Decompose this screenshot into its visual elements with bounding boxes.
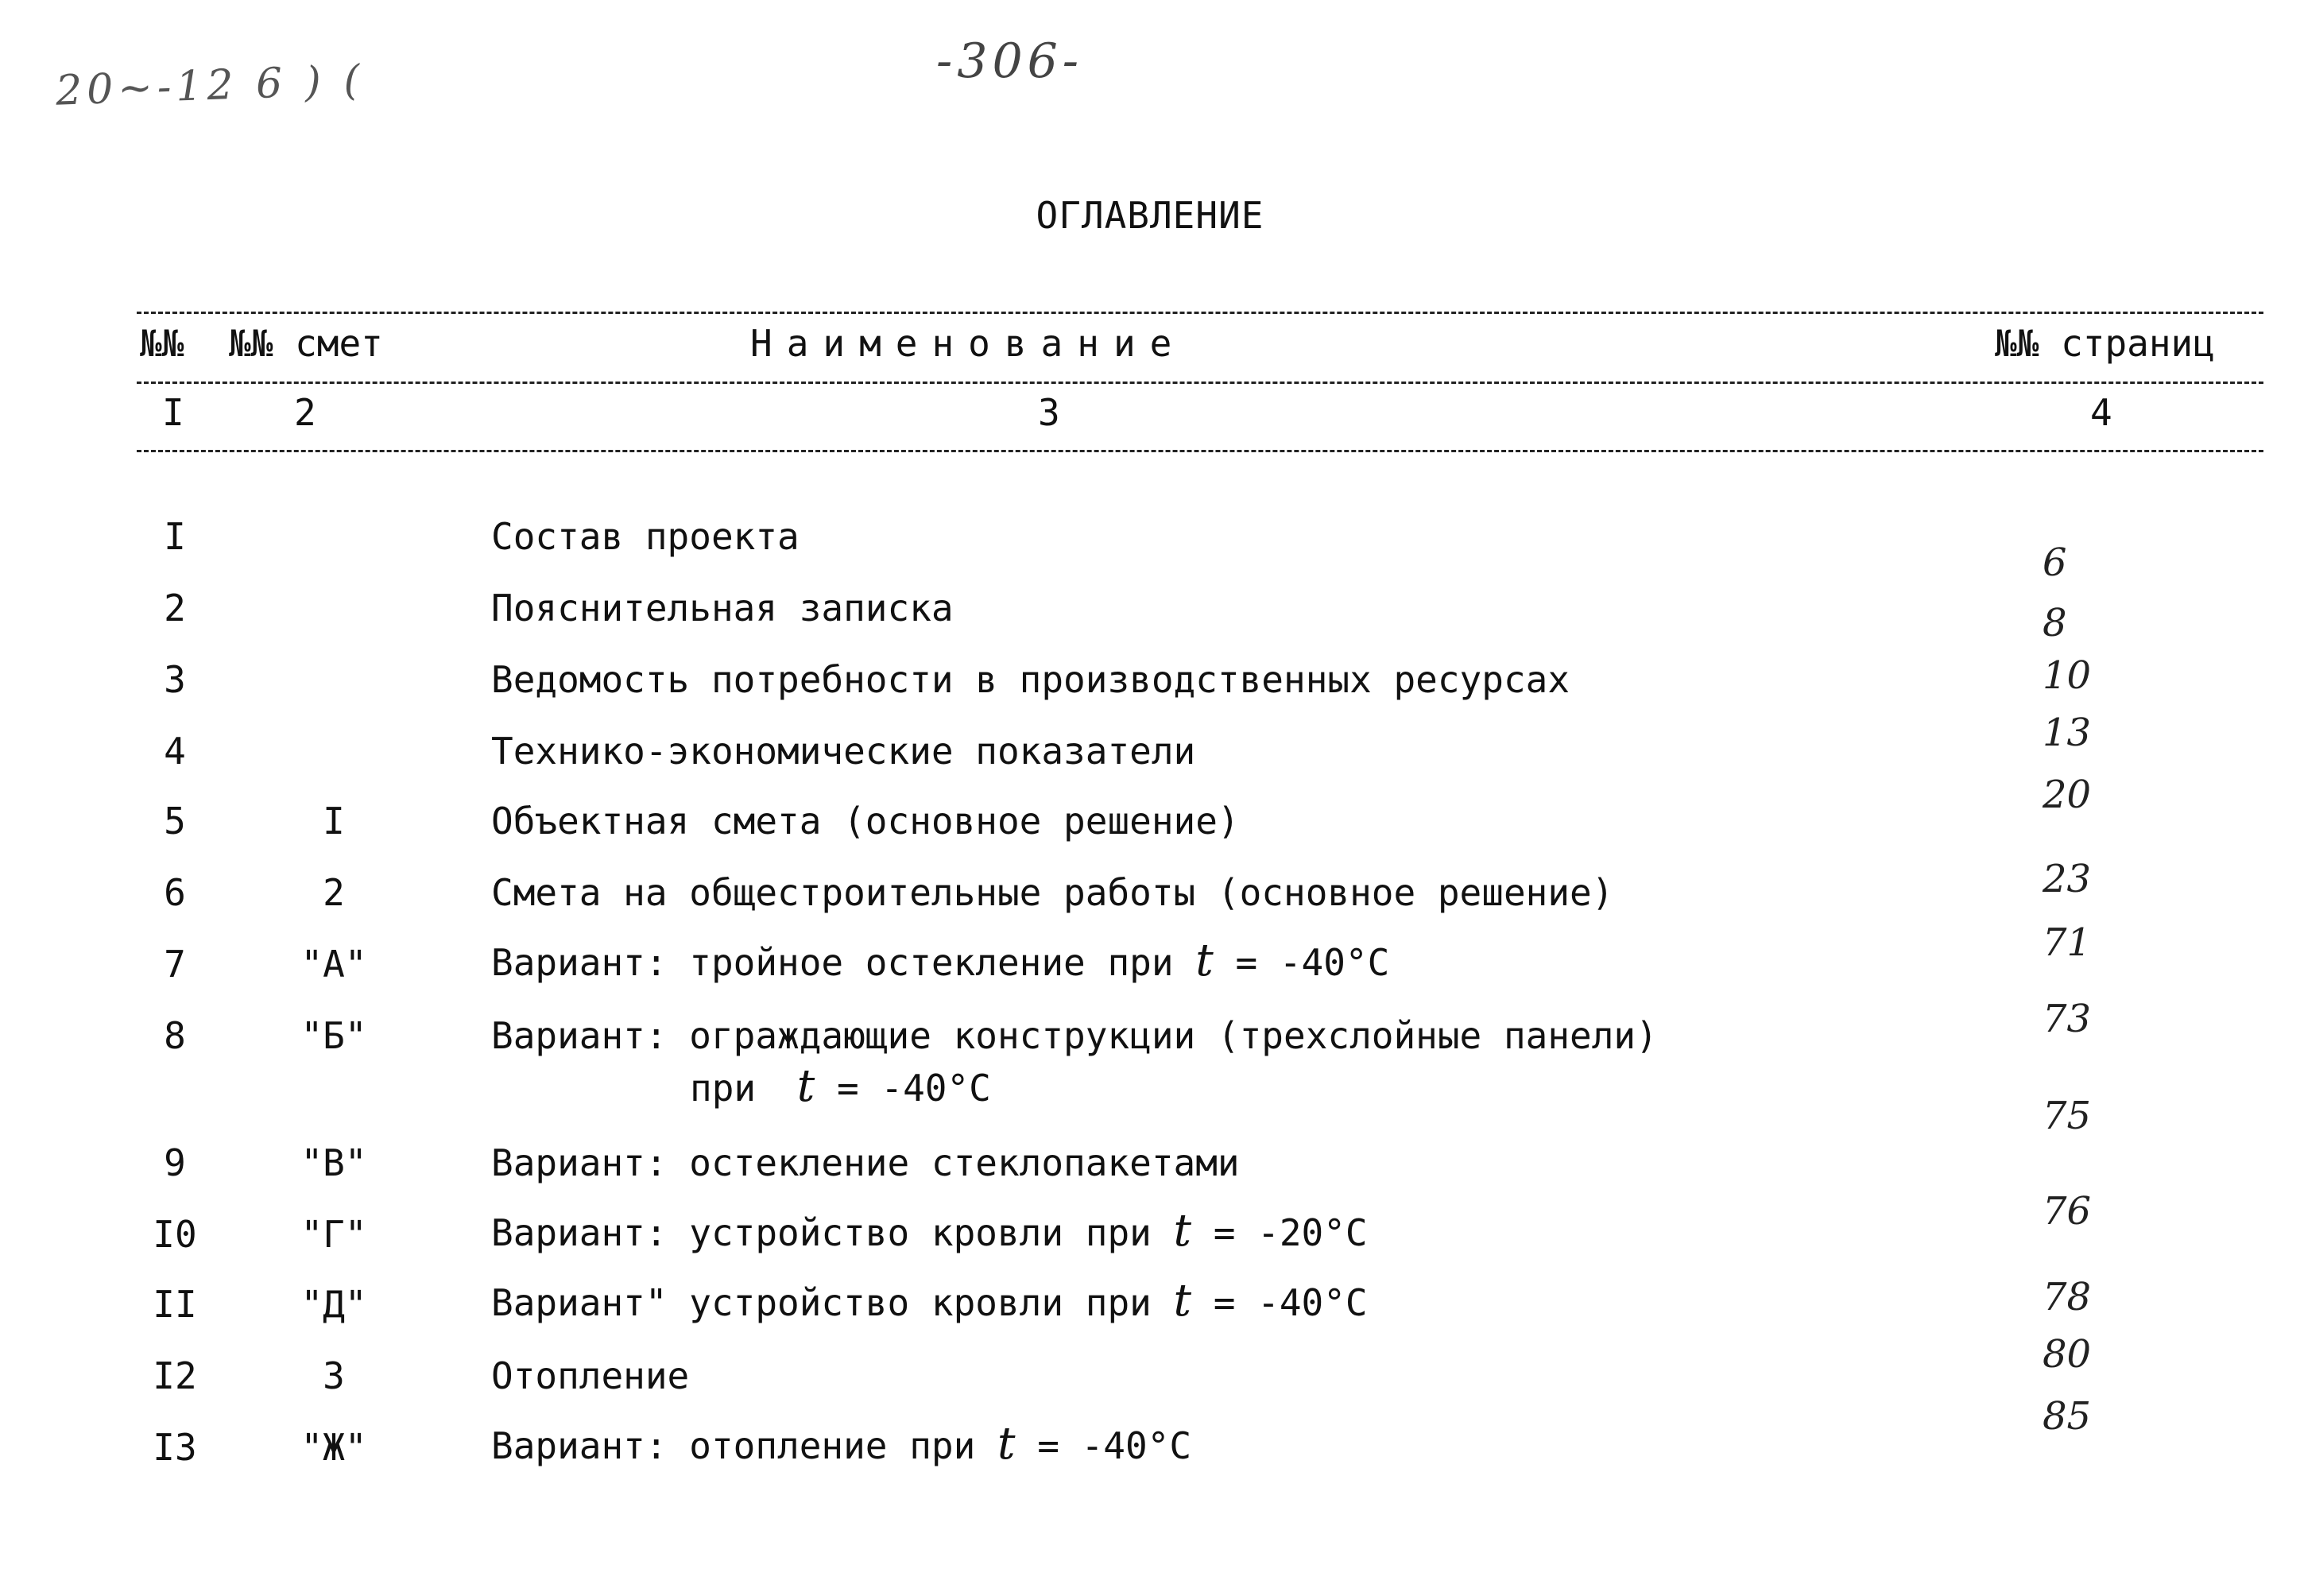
row-name	[491, 1205, 1368, 1257]
row-number: I2	[153, 1354, 197, 1397]
row-estimate: 3	[323, 1354, 345, 1397]
row-page: 6	[2043, 540, 2067, 585]
row-page: 78	[2043, 1275, 2092, 1319]
column-number-1: I	[162, 391, 184, 434]
row-name: Состав проекта	[491, 515, 800, 558]
row-number: I0	[153, 1213, 197, 1256]
row-name-text: Вариант: тройное остекление при	[491, 941, 1174, 984]
row-number: 9	[164, 1141, 186, 1184]
row-number: 5	[164, 800, 186, 843]
column-header-estimate: №№ смет	[229, 322, 383, 365]
row-page: 85	[2043, 1394, 2092, 1439]
row-name	[491, 1418, 1191, 1470]
row-name: Вариант: остекление стеклопакетами	[491, 1141, 1240, 1184]
temperature-value: = -40°С	[1235, 941, 1390, 984]
row-number: II	[153, 1283, 197, 1326]
row-name: Вариант: ограждающие конструкции (трехслойные панели)	[491, 1014, 1658, 1057]
column-number-3: 3	[1038, 391, 1060, 434]
temperature-symbol: t	[1173, 1205, 1192, 1257]
row-page: 75	[2043, 1094, 2092, 1138]
row-page: 10	[2043, 653, 2092, 698]
page-number: -306-	[936, 33, 1084, 89]
temperature-symbol: t	[796, 1060, 815, 1112]
temperature-value: = -20°С	[1213, 1211, 1368, 1254]
row-page: 80	[2043, 1332, 2092, 1377]
column-header-number: №№	[140, 322, 184, 365]
temperature-value: = -40°С	[1037, 1424, 1192, 1467]
row-name-continuation	[690, 1060, 991, 1112]
row-estimate: I	[323, 800, 345, 843]
row-number: 8	[164, 1014, 186, 1057]
row-name: Смета на общестроительные работы (основное решение)	[491, 871, 1614, 914]
row-page: 13	[2043, 711, 2092, 755]
document-title: ОГЛАВЛЕНИЕ	[1036, 194, 1264, 237]
row-name: Объектная смета (основное решение)	[491, 800, 1240, 843]
column-header-name: Наименование	[750, 322, 1187, 365]
header-mid-rule	[137, 382, 2263, 384]
temperature-symbol: t	[1195, 935, 1214, 986]
row-number: 7	[164, 943, 186, 986]
row-page: 23	[2043, 857, 2092, 901]
row-number: I	[164, 515, 186, 558]
temperature-symbol: t	[1173, 1275, 1192, 1327]
row-page: 20	[2043, 773, 2092, 817]
row-page: 8	[2043, 601, 2067, 645]
temperature-value: = -40°С	[1213, 1281, 1368, 1324]
temperature-value: = -40°С	[837, 1067, 991, 1110]
row-name: Ведомость потребности в производственных ресурсах	[491, 658, 1570, 701]
temperature-symbol: t	[997, 1418, 1016, 1470]
row-number: 3	[164, 658, 186, 701]
header-bottom-rule	[137, 450, 2263, 452]
row-name: Технико-экономические показатели	[491, 730, 1196, 773]
row-page: 71	[2043, 920, 2092, 965]
row-name-text: Вариант: устройство кровли при	[491, 1211, 1152, 1254]
row-number: I3	[153, 1426, 197, 1469]
row-name: Отопление	[491, 1354, 690, 1397]
row-estimate: "Д"	[300, 1283, 367, 1326]
row-name: Пояснительная записка	[491, 587, 954, 629]
row-number: 2	[164, 587, 186, 629]
column-header-pages: №№ страниц	[1995, 322, 2215, 365]
row-name	[491, 1275, 1368, 1327]
row-name-text: при	[690, 1067, 757, 1110]
row-estimate: "А"	[300, 943, 367, 986]
row-number: 4	[164, 730, 186, 773]
row-page: 76	[2043, 1189, 2092, 1234]
row-estimate: "Ж"	[300, 1426, 367, 1469]
row-page: 73	[2043, 997, 2092, 1041]
row-estimate: "Г"	[300, 1213, 367, 1256]
row-name	[491, 935, 1389, 986]
row-estimate: "В"	[300, 1141, 367, 1184]
row-number: 6	[164, 871, 186, 914]
handwritten-archive-note: 20~-12 6 ) (	[55, 56, 366, 115]
header-top-rule	[137, 312, 2263, 314]
row-estimate: 2	[323, 871, 345, 914]
row-estimate: "Б"	[300, 1014, 367, 1057]
row-name-text: Вариант: отопление при	[491, 1424, 976, 1467]
column-number-2: 2	[294, 391, 316, 434]
column-number-4: 4	[2090, 391, 2112, 434]
row-name-text: Вариант" устройство кровли при	[491, 1281, 1152, 1324]
